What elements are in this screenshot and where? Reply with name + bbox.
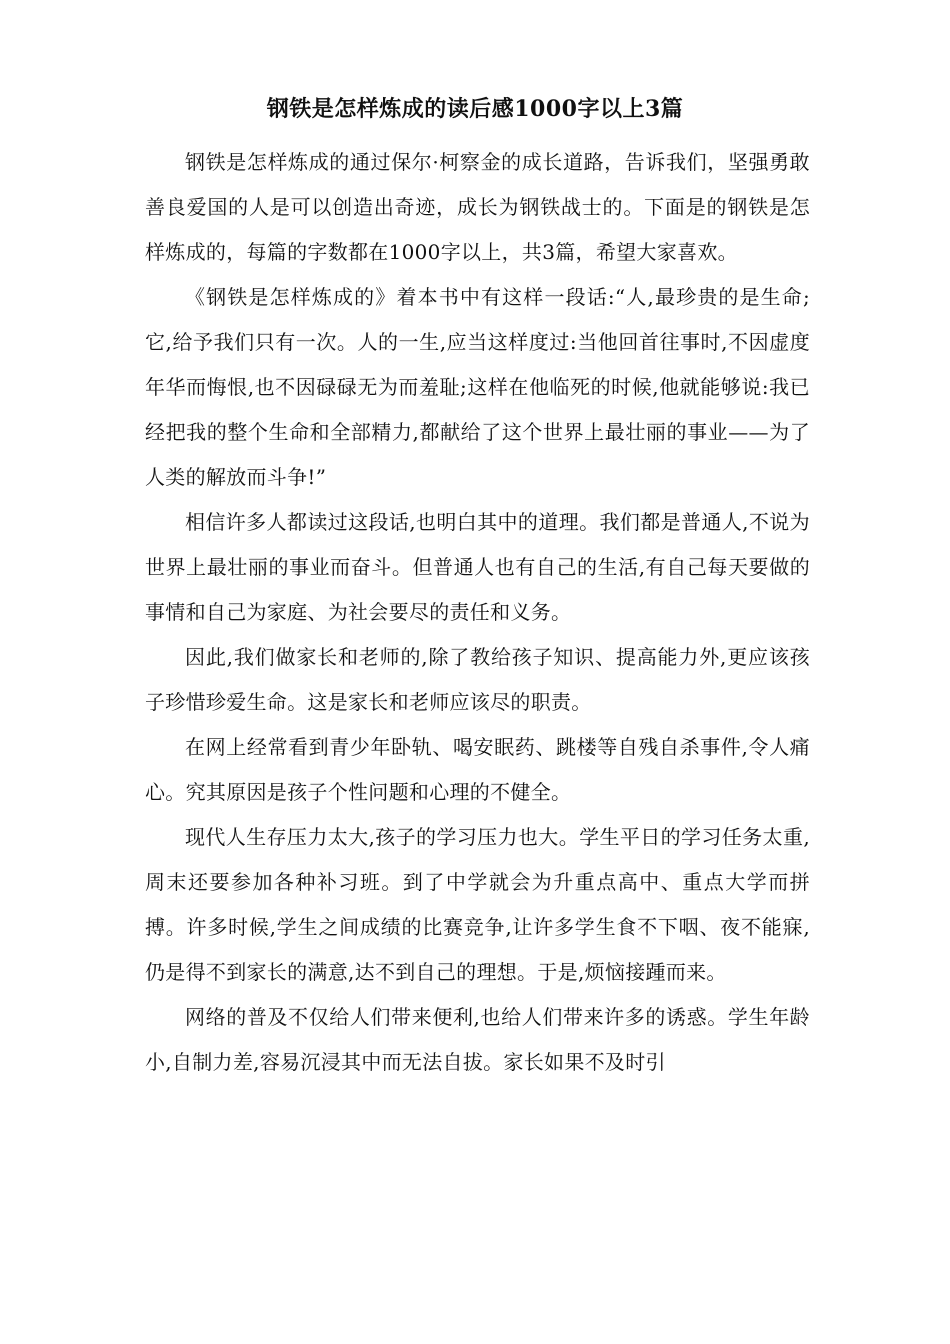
paragraph-intro: 钢铁是怎样炼成的通过保尔·柯察金的成长道路，告诉我们，坚强勇敢善良爱国的人是可以创造出奇迹，成长为钢铁战士的。下面是的钢铁是怎样炼成的，每篇的字数都在1000字以上，共3篇，希望大家喜欢。 <box>145 150 810 264</box>
document-body <box>145 140 810 1085</box>
paragraph-ordinary-people: 相信许多人都读过这段话,也明白其中的道理。我们都是普通人,不说为世界上最壮丽的事业而奋斗。但普通人也有自己的生活,有自己每天要做的事情和自己为家庭、为社会要尽的责任和义务。 <box>145 510 810 624</box>
paragraph-internet: 网络的普及不仅给人们带来便利,也给人们带来许多的诱惑。学生年龄小,自制力差,容易沉浸其中而无法自拔。家长如果不及时引 <box>145 1005 810 1074</box>
paragraph-quote: 《钢铁是怎样炼成的》着本书中有这样一段话:“人,最珍贵的是生命;它,给予我们只有一次。人的一生,应当这样度过:当他回首往事时,不因虚度年华而悔恨,也不因碌碌无为而羞耻;这样在他临死的时候,他就能够说:我已经把我的整个生命和全部精力,都献给了这个世界上最壮丽的事业——为了人类的解放而斗争!” <box>145 285 810 489</box>
paragraph-study-pressure: 现代人生存压力太大,孩子的学习压力也大。学生平日的学习任务太重,周末还要参加各种补习班。到了中学就会为升重点高中、重点大学而拼搏。许多时候,学生之间成绩的比赛竞争,让许多学生食不下咽、夜不能寐,仍是得不到家长的满意,达不到自己的理想。于是,烦恼接踵而来。 <box>145 825 810 984</box>
document-title: 钢铁是怎样炼成的读后感1000字以上3篇 <box>266 96 684 122</box>
paragraph-online-news: 在网上经常看到青少年卧轨、喝安眠药、跳楼等自残自杀事件,令人痛心。究其原因是孩子个性问题和心理的不健全。 <box>145 735 810 804</box>
paragraph-parents-teachers: 因此,我们做家长和老师的,除了教给孩子知识、提高能力外,更应该孩子珍惜珍爱生命。这是家长和老师应该尽的职责。 <box>145 645 810 714</box>
